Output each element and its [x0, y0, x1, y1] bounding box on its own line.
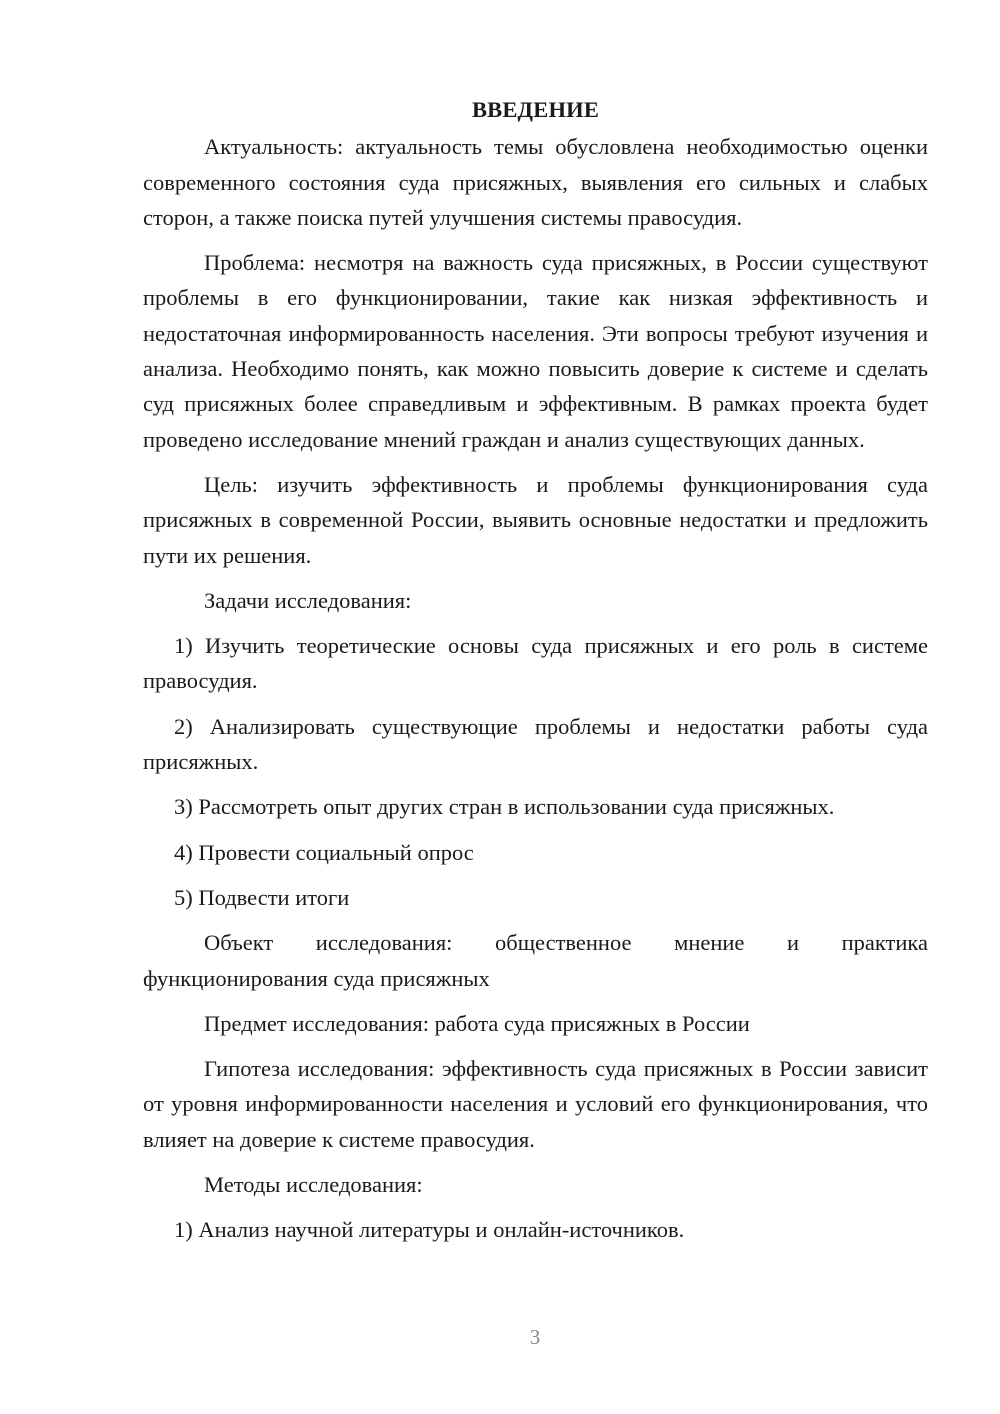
tasks-heading: Задачи исследования: [204, 587, 412, 613]
task-item-5: 5) Подвести итоги [174, 884, 350, 910]
task-item-1: 1) Изучить теоретические основы суда присяжных и его роль в системе правосудия. [143, 633, 928, 694]
task-item-4: 4) Провести социальный опрос [174, 839, 474, 865]
page-title: ВВЕДЕНИЕ [471, 97, 600, 122]
subject-paragraph: Предмет исследования: работа суда присяжных в России [204, 1010, 750, 1036]
task-item-3: 3) Рассмотреть опыт других стран в использовании суда присяжных. [174, 794, 835, 820]
page-number: 3 [529, 1325, 541, 1349]
relevance-paragraph: Актуальность: актуальность темы обусловлена необходимостью оценки современного состояния суда присяжных, выявления его сильных и слабых сторон, а также поиска путей улучшения системы правосудия. [143, 134, 928, 230]
problem-paragraph: Проблема: несмотря на важность суда присяжных, в России существуют проблемы в его функционировании, такие как низкая эффективность и недостаточная информированность населения. Эти вопросы требуют изучения и анализа. Необходимо понять, как можно повысить доверие к системе и сделать суд присяжных более справедливым и эффективным. В рамках проекта будет проведено исследование мнений граждан и анализ существующих данных. [143, 250, 928, 452]
hypothesis-paragraph: Гипотеза исследования: эффективность суда присяжных в России зависит от уровня информированности населения и условий его функционирования, что влияет на доверие к системе правосудия. [143, 1056, 928, 1152]
object-paragraph: Объект исследования: общественное мнение и практика функционирования суда присяжных [143, 930, 928, 991]
method-item-1: 1) Анализ научной литературы и онлайн-источников. [174, 1217, 685, 1243]
methods-heading: Методы исследования: [204, 1172, 423, 1198]
document-page [143, 92, 928, 1258]
task-item-2: 2) Анализировать существующие проблемы и недостатки работы суда присяжных. [143, 713, 928, 775]
goal-paragraph: Цель: изучить эффективность и проблемы функционирования суда присяжных в современной России, выявить основные недостатки и предложить пути их решения. [143, 471, 928, 568]
